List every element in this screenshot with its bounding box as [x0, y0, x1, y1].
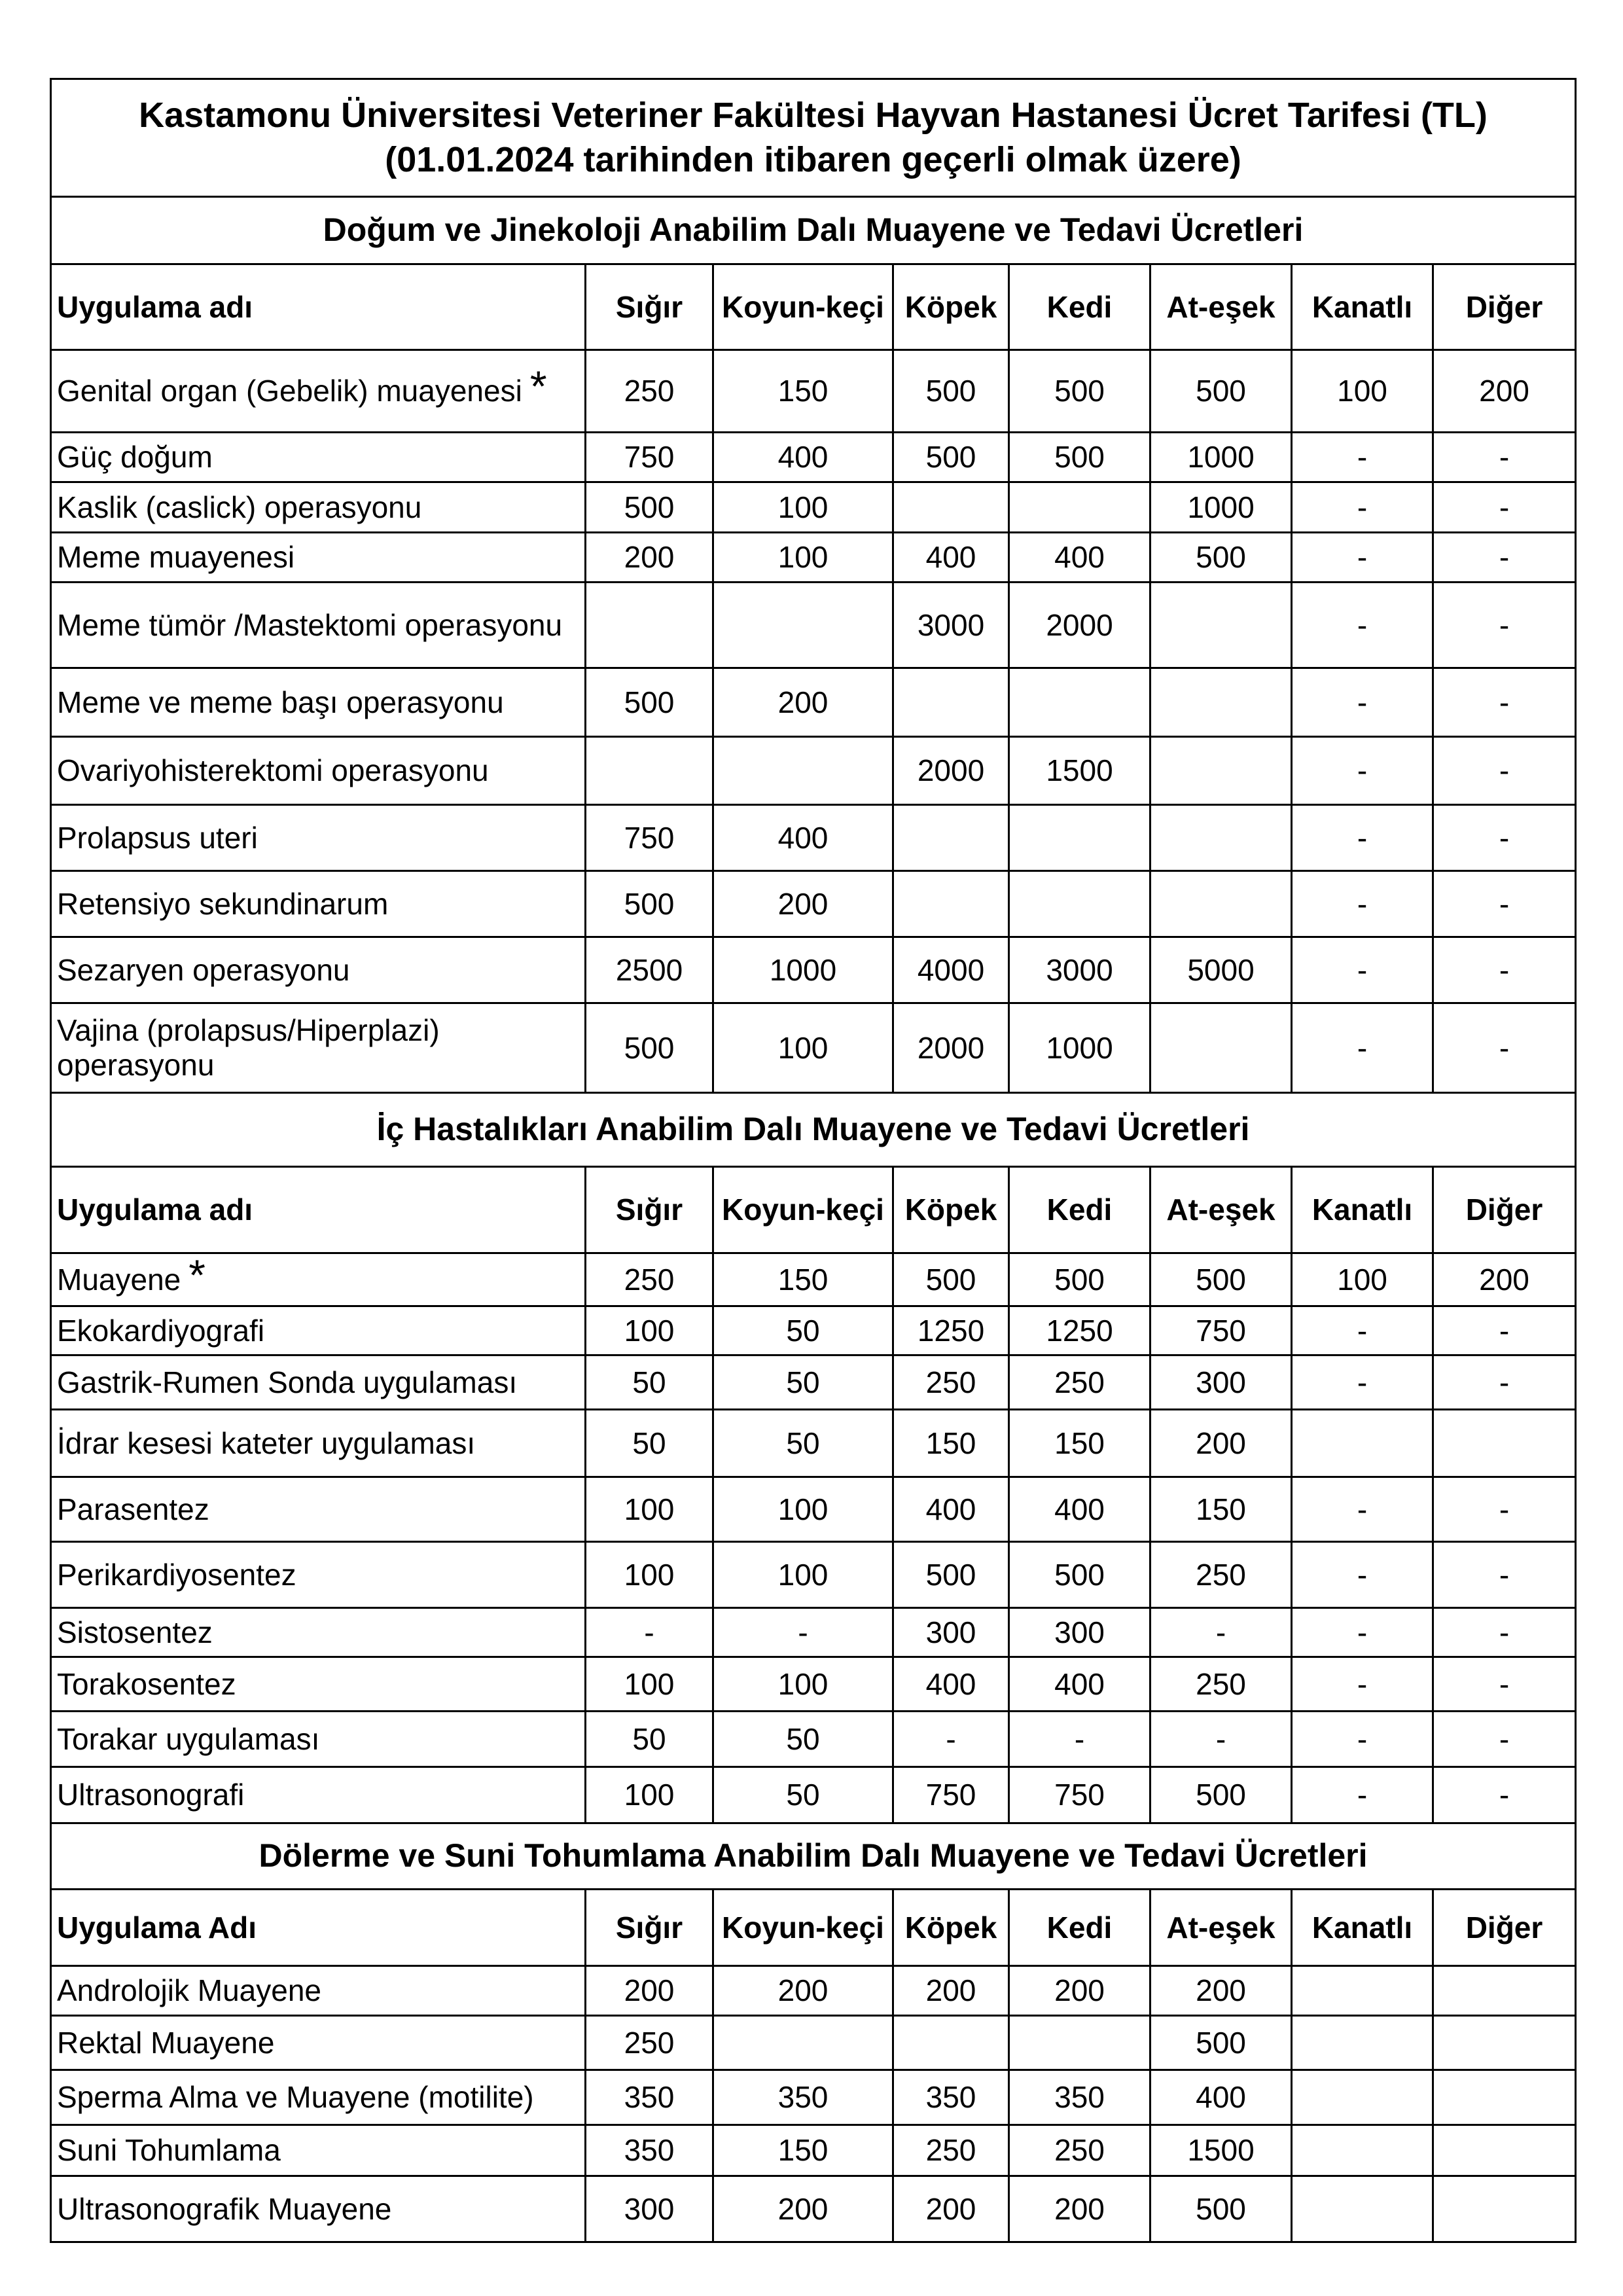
procedure-name [51, 1253, 586, 1306]
fee-sigir: 50 [586, 1712, 713, 1767]
section-heading: Dölerme ve Suni Tohumlama Anabilim Dalı Muayene ve Tedavi Ücretleri [51, 1823, 1576, 1890]
fee-koyun-keci: 50 [713, 1767, 893, 1823]
column-header-kedi: Kedi [1009, 1167, 1150, 1253]
fee-sigir: 50 [586, 1355, 713, 1410]
fee-kedi: 3000 [1009, 937, 1150, 1003]
fee-kedi [1009, 805, 1150, 871]
fee-kedi: 400 [1009, 1477, 1150, 1542]
fee-kopek: 500 [893, 433, 1009, 482]
section-heading-row [51, 197, 1576, 264]
fee-diger: - [1433, 1306, 1576, 1355]
fee-kopek: 400 [893, 1657, 1009, 1712]
table-row [51, 2125, 1576, 2176]
fee-sigir: 250 [586, 350, 713, 433]
fee-at-esek: 500 [1150, 2016, 1292, 2070]
table-row [51, 1477, 1576, 1542]
column-header-kanatli: Kanatlı [1292, 1890, 1433, 1966]
fee-kedi: - [1009, 1712, 1150, 1767]
fee-at-esek [1150, 583, 1292, 668]
fee-diger: 200 [1433, 350, 1576, 433]
fee-diger: - [1433, 937, 1576, 1003]
fee-kopek: 2000 [893, 737, 1009, 805]
fee-sigir: 100 [586, 1477, 713, 1542]
column-header-koyun-keci: Koyun-keçi [713, 1167, 893, 1253]
fee-koyun-keci: 100 [713, 1003, 893, 1093]
column-header-sigir: Sığır [586, 264, 713, 350]
fee-kopek: 200 [893, 1966, 1009, 2016]
column-header-kanatli: Kanatlı [1292, 264, 1433, 350]
procedure-name: Ultrasonografik Muayene [51, 2176, 586, 2242]
fee-kopek: 3000 [893, 583, 1009, 668]
fee-koyun-keci: 200 [713, 871, 893, 937]
fee-koyun-keci: 350 [713, 2070, 893, 2125]
fee-sigir [586, 737, 713, 805]
fee-sigir: 2500 [586, 937, 713, 1003]
fee-kanatli: - [1292, 1306, 1433, 1355]
fee-diger: - [1433, 668, 1576, 737]
section-heading: Doğum ve Jinekoloji Anabilim Dalı Muayene ve Tedavi Ücretleri [51, 197, 1576, 264]
fee-at-esek: - [1150, 1608, 1292, 1657]
fee-kopek: 150 [893, 1410, 1009, 1477]
fee-kopek [893, 2016, 1009, 2070]
fee-at-esek [1150, 805, 1292, 871]
fee-kanatli: 100 [1292, 350, 1433, 433]
table-row [51, 805, 1576, 871]
fee-diger: - [1433, 871, 1576, 937]
fee-kanatli: - [1292, 1355, 1433, 1410]
column-header-diger: Diğer [1433, 1167, 1576, 1253]
table-row [51, 1306, 1576, 1355]
title-line-1: Kastamonu Üniversitesi Veteriner Fakültesi Hayvan Hastanesi Ücret Tarifesi (TL) [139, 96, 1488, 135]
fee-diger: - [1433, 1657, 1576, 1712]
fee-diger: 200 [1433, 1253, 1576, 1306]
fee-kopek: 400 [893, 1477, 1009, 1542]
fee-diger: - [1433, 533, 1576, 583]
procedure-name: Perikardiyosentez [51, 1542, 586, 1608]
fee-koyun-keci: 150 [713, 2125, 893, 2176]
fee-at-esek: 500 [1150, 350, 1292, 433]
procedure-name: Ekokardiyografi [51, 1306, 586, 1355]
document-title [51, 79, 1576, 197]
procedure-name: Prolapsus uteri [51, 805, 586, 871]
fee-diger [1433, 2070, 1576, 2125]
procedure-name: Vajina (prolapsus/Hiperplazi) operasyonu [51, 1003, 586, 1093]
fee-at-esek: - [1150, 1712, 1292, 1767]
fee-diger [1433, 1410, 1576, 1477]
fee-at-esek: 1000 [1150, 433, 1292, 482]
fee-kopek: 400 [893, 533, 1009, 583]
fee-sigir: 500 [586, 1003, 713, 1093]
fee-kedi: 500 [1009, 350, 1150, 433]
fee-at-esek: 500 [1150, 533, 1292, 583]
fee-kedi: 400 [1009, 1657, 1150, 1712]
procedure-name: Rektal Muayene [51, 2016, 586, 2070]
fee-kopek: 300 [893, 1608, 1009, 1657]
table-row [51, 482, 1576, 533]
fee-koyun-keci: 400 [713, 433, 893, 482]
column-header-diger: Diğer [1433, 264, 1576, 350]
fee-kedi: 400 [1009, 533, 1150, 583]
table-row [51, 1966, 1576, 2016]
fee-kopek: 1250 [893, 1306, 1009, 1355]
fee-at-esek [1150, 737, 1292, 805]
column-header-row [51, 1890, 1576, 1966]
fee-kopek: 200 [893, 2176, 1009, 2242]
fee-diger [1433, 2016, 1576, 2070]
table-row [51, 1608, 1576, 1657]
procedure-name: Meme tümör /Mastektomi operasyonu [51, 583, 586, 668]
fee-sigir: 350 [586, 2125, 713, 2176]
fee-kopek: 500 [893, 1253, 1009, 1306]
fee-koyun-keci: 100 [713, 533, 893, 583]
fee-diger: - [1433, 583, 1576, 668]
fee-diger: - [1433, 433, 1576, 482]
procedure-name: Androlojik Muayene [51, 1966, 586, 2016]
fee-at-esek: 250 [1150, 1657, 1292, 1712]
fee-kanatli: - [1292, 1542, 1433, 1608]
column-header-procedure: Uygulama Adı [51, 1890, 586, 1966]
fee-at-esek [1150, 668, 1292, 737]
fee-sigir: 100 [586, 1306, 713, 1355]
procedure-name: Ovariyohisterektomi operasyonu [51, 737, 586, 805]
procedure-name: Meme muayenesi [51, 533, 586, 583]
table-row [51, 350, 1576, 433]
column-header-sigir: Sığır [586, 1167, 713, 1253]
fee-sigir: 100 [586, 1542, 713, 1608]
column-header-diger: Diğer [1433, 1890, 1576, 1966]
fee-kanatli: - [1292, 533, 1433, 583]
fee-kedi: 150 [1009, 1410, 1150, 1477]
fee-kanatli [1292, 2070, 1433, 2125]
fee-kanatli [1292, 2016, 1433, 2070]
section-heading: İç Hastalıkları Anabilim Dalı Muayene ve Tedavi Ücretleri [51, 1093, 1576, 1167]
procedure-name: Meme ve meme başı operasyonu [51, 668, 586, 737]
fee-diger: - [1433, 1355, 1576, 1410]
table-row [51, 1253, 1576, 1306]
fee-kedi: 250 [1009, 2125, 1150, 2176]
column-header-kedi: Kedi [1009, 264, 1150, 350]
fee-kopek: 2000 [893, 1003, 1009, 1093]
fee-kanatli: - [1292, 433, 1433, 482]
fee-kanatli [1292, 2125, 1433, 2176]
fee-sigir: 500 [586, 668, 713, 737]
procedure-name: Sperma Alma ve Muayene (motilite) [51, 2070, 586, 2125]
fee-kanatli: - [1292, 737, 1433, 805]
fee-kopek: 500 [893, 350, 1009, 433]
fee-at-esek [1150, 1003, 1292, 1093]
fee-diger: - [1433, 1712, 1576, 1767]
column-header-kopek: Köpek [893, 264, 1009, 350]
fee-at-esek: 5000 [1150, 937, 1292, 1003]
fee-kedi: 350 [1009, 2070, 1150, 2125]
column-header-procedure: Uygulama adı [51, 264, 586, 350]
fee-sigir: 350 [586, 2070, 713, 2125]
fee-diger: - [1433, 1542, 1576, 1608]
fee-sigir: 200 [586, 533, 713, 583]
fee-at-esek: 1500 [1150, 2125, 1292, 2176]
fee-sigir: 500 [586, 871, 713, 937]
fee-sigir: 250 [586, 1253, 713, 1306]
fee-kedi: 200 [1009, 2176, 1150, 2242]
fee-kedi [1009, 2016, 1150, 2070]
fee-sigir: 100 [586, 1657, 713, 1712]
table-row [51, 1003, 1576, 1093]
fee-at-esek: 500 [1150, 2176, 1292, 2242]
fee-kanatli: - [1292, 1712, 1433, 1767]
fee-sigir: 100 [586, 1767, 713, 1823]
fee-kedi [1009, 668, 1150, 737]
table-row [51, 937, 1576, 1003]
fee-kanatli: - [1292, 805, 1433, 871]
fee-kopek: 250 [893, 1355, 1009, 1410]
table-row [51, 1355, 1576, 1410]
fee-diger: - [1433, 1608, 1576, 1657]
fee-at-esek: 400 [1150, 2070, 1292, 2125]
fee-kanatli [1292, 1966, 1433, 2016]
fee-at-esek: 750 [1150, 1306, 1292, 1355]
fee-koyun-keci: 50 [713, 1355, 893, 1410]
fee-koyun-keci: 200 [713, 1966, 893, 2016]
fee-kanatli: - [1292, 1657, 1433, 1712]
fee-kopek [893, 482, 1009, 533]
column-header-kopek: Köpek [893, 1890, 1009, 1966]
fee-kedi [1009, 871, 1150, 937]
fee-at-esek: 200 [1150, 1410, 1292, 1477]
fee-diger [1433, 1966, 1576, 2016]
table-row [51, 2070, 1576, 2125]
fee-sigir: 300 [586, 2176, 713, 2242]
fee-kedi: 200 [1009, 1966, 1150, 2016]
fee-kedi: 1000 [1009, 1003, 1150, 1093]
column-header-row [51, 1167, 1576, 1253]
fee-diger: - [1433, 737, 1576, 805]
fee-kanatli: - [1292, 1608, 1433, 1657]
procedure-name [51, 350, 586, 433]
procedure-name: Suni Tohumlama [51, 2125, 586, 2176]
procedure-name: Torakar uygulaması [51, 1712, 586, 1767]
table-row [51, 2016, 1576, 2070]
fee-koyun-keci: 100 [713, 1542, 893, 1608]
table-row [51, 1410, 1576, 1477]
fee-kanatli: - [1292, 668, 1433, 737]
column-header-kopek: Köpek [893, 1167, 1009, 1253]
fee-koyun-keci: 100 [713, 1477, 893, 1542]
fee-at-esek: 500 [1150, 1767, 1292, 1823]
fee-kopek: 750 [893, 1767, 1009, 1823]
procedure-label: Genital organ (Gebelik) muayenesi [57, 374, 522, 408]
fee-koyun-keci: 50 [713, 1712, 893, 1767]
section-heading-row [51, 1823, 1576, 1890]
fee-kopek: - [893, 1712, 1009, 1767]
fee-kedi: 500 [1009, 1253, 1150, 1306]
fee-diger [1433, 2176, 1576, 2242]
column-header-sigir: Sığır [586, 1890, 713, 1966]
fee-kedi: 500 [1009, 1542, 1150, 1608]
table-row [51, 433, 1576, 482]
fee-kedi [1009, 482, 1150, 533]
fee-kedi: 500 [1009, 433, 1150, 482]
procedure-name: Sezaryen operasyonu [51, 937, 586, 1003]
fee-koyun-keci: 1000 [713, 937, 893, 1003]
column-header-at-esek: At-eşek [1150, 1890, 1292, 1966]
fee-sigir: 500 [586, 482, 713, 533]
procedure-name: Gastrik-Rumen Sonda uygulaması [51, 1355, 586, 1410]
procedure-name: Torakosentez [51, 1657, 586, 1712]
fee-kopek [893, 668, 1009, 737]
fee-kedi: 250 [1009, 1355, 1150, 1410]
fee-sigir: - [586, 1608, 713, 1657]
fee-sigir [586, 583, 713, 668]
fee-kanatli: - [1292, 937, 1433, 1003]
fee-sigir: 750 [586, 805, 713, 871]
fee-sigir: 250 [586, 2016, 713, 2070]
fee-sigir: 200 [586, 1966, 713, 2016]
fee-koyun-keci: 150 [713, 350, 893, 433]
procedure-name: Sistosentez [51, 1608, 586, 1657]
column-header-kedi: Kedi [1009, 1890, 1150, 1966]
procedure-name: Retensiyo sekundinarum [51, 871, 586, 937]
procedure-name: Güç doğum [51, 433, 586, 482]
fee-koyun-keci [713, 2016, 893, 2070]
fee-kedi: 750 [1009, 1767, 1150, 1823]
column-header-row [51, 264, 1576, 350]
fee-kopek: 4000 [893, 937, 1009, 1003]
table-row [51, 533, 1576, 583]
fee-koyun-keci: 100 [713, 1657, 893, 1712]
table-row [51, 737, 1576, 805]
fee-kanatli [1292, 2176, 1433, 2242]
fee-kanatli: - [1292, 871, 1433, 937]
fee-at-esek: 150 [1150, 1477, 1292, 1542]
fee-koyun-keci [713, 737, 893, 805]
column-header-at-esek: At-eşek [1150, 1167, 1292, 1253]
fee-koyun-keci: 50 [713, 1306, 893, 1355]
fee-koyun-keci: 200 [713, 668, 893, 737]
fee-at-esek: 300 [1150, 1355, 1292, 1410]
fee-diger: - [1433, 1767, 1576, 1823]
table-row [51, 1542, 1576, 1608]
table-row [51, 668, 1576, 737]
table-row [51, 1657, 1576, 1712]
column-header-kanatli: Kanatlı [1292, 1167, 1433, 1253]
fee-at-esek: 1000 [1150, 482, 1292, 533]
fee-kopek: 350 [893, 2070, 1009, 2125]
table-row [51, 583, 1576, 668]
column-header-at-esek: At-eşek [1150, 264, 1292, 350]
fee-kanatli [1292, 1410, 1433, 1477]
fee-kopek [893, 871, 1009, 937]
column-header-procedure: Uygulama adı [51, 1167, 586, 1253]
table-row [51, 2176, 1576, 2242]
tariff-table [50, 78, 1577, 2243]
table-row [51, 1767, 1576, 1823]
procedure-name: Parasentez [51, 1477, 586, 1542]
fee-kedi: 2000 [1009, 583, 1150, 668]
fee-kanatli: 100 [1292, 1253, 1433, 1306]
fee-diger [1433, 2125, 1576, 2176]
fee-koyun-keci: 400 [713, 805, 893, 871]
fee-koyun-keci: 50 [713, 1410, 893, 1477]
fee-kedi: 1250 [1009, 1306, 1150, 1355]
fee-koyun-keci [713, 583, 893, 668]
section-heading-row [51, 1093, 1576, 1167]
footnote-asterisk: * [188, 1253, 205, 1299]
table-row [51, 871, 1576, 937]
fee-diger: - [1433, 1003, 1576, 1093]
fee-sigir: 750 [586, 433, 713, 482]
title-line-2: (01.01.2024 tarihinden itibaren geçerli olmak üzere) [385, 139, 1241, 179]
fee-kopek: 500 [893, 1542, 1009, 1608]
fee-kedi: 300 [1009, 1608, 1150, 1657]
fee-kopek [893, 805, 1009, 871]
fee-diger: - [1433, 482, 1576, 533]
fee-koyun-keci: 100 [713, 482, 893, 533]
fee-kanatli: - [1292, 482, 1433, 533]
fee-at-esek: 200 [1150, 1966, 1292, 2016]
fee-kanatli: - [1292, 1003, 1433, 1093]
title-row [51, 79, 1576, 197]
procedure-name: Kaslik (caslick) operasyonu [51, 482, 586, 533]
fee-diger: - [1433, 805, 1576, 871]
fee-kopek: 250 [893, 2125, 1009, 2176]
procedure-name: Ultrasonografi [51, 1767, 586, 1823]
fee-diger: - [1433, 1477, 1576, 1542]
fee-koyun-keci: 150 [713, 1253, 893, 1306]
fee-kedi: 1500 [1009, 737, 1150, 805]
fee-koyun-keci: - [713, 1608, 893, 1657]
procedure-name: İdrar kesesi kateter uygulaması [51, 1410, 586, 1477]
fee-kanatli: - [1292, 583, 1433, 668]
column-header-koyun-keci: Koyun-keçi [713, 264, 893, 350]
fee-at-esek: 500 [1150, 1253, 1292, 1306]
fee-at-esek: 250 [1150, 1542, 1292, 1608]
fee-kanatli: - [1292, 1767, 1433, 1823]
column-header-koyun-keci: Koyun-keçi [713, 1890, 893, 1966]
fee-at-esek [1150, 871, 1292, 937]
procedure-label: Muayene [57, 1262, 181, 1297]
fee-kanatli: - [1292, 1477, 1433, 1542]
footnote-asterisk: * [529, 362, 547, 411]
fee-koyun-keci: 200 [713, 2176, 893, 2242]
table-row [51, 1712, 1576, 1767]
fee-sigir: 50 [586, 1410, 713, 1477]
